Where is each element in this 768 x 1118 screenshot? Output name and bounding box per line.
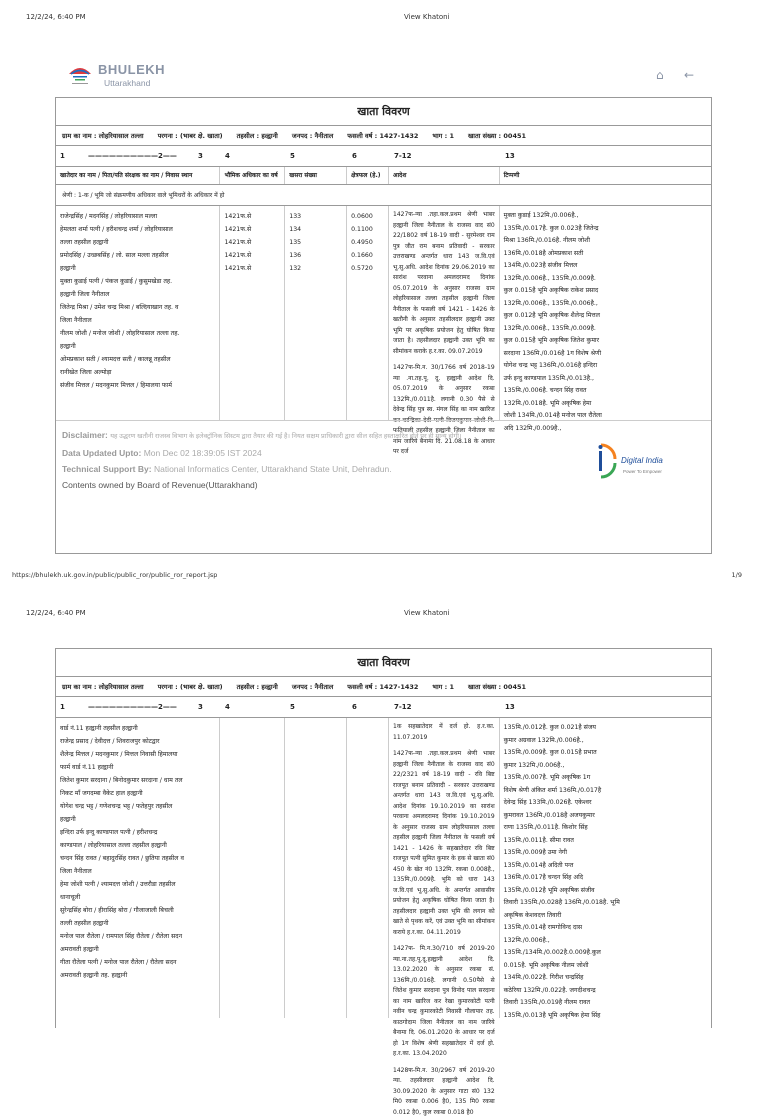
remark-line: 132मि./0.006है., xyxy=(504,935,707,948)
print-page-number: 1/9 xyxy=(732,571,742,579)
remark-line: राणा 135मि./0.011है. किशोर सिंह xyxy=(504,822,707,835)
order-paragraph: 1427फ-न्या .तहा.कल.प्रथम श्रेणी भाबर हल्द्वानी जिला नैनीताल के राजस्व वाद सं0 22/1802 वर्ष 18-19 वादी - सुरमेश्वर राम पुत्र जीत राम बनाम प्रतिवादी - सरकार उत्तराखण्ड अन्तर्गत धारा 143 ज.वि.एवं भू.सु.अधि. आदेश दिनांक 29.06.2019 का सारांश परवाना अमलदरामद दिनांक 05.07.2019 के अनुसार राजस्व ग्राम लोहरियासाल तल्ला तहसील हल्द्वानी जिला नैनीताल के फसली वर्ष 1421 - 1426 के खतौनी के अनुसार तहसीलदार हल्द्वानी उक्त भूमि पर अकृषिक प्रयोजन हेतु घोषित किया जाता है। तहसीलदार हल्द्वानी उक्त भूमि का सीमांकन कराके ह.र.का. 09.07.2019 xyxy=(393,210,495,357)
remark-line: 136मि./0.017है चन्दन सिंह अदि xyxy=(504,872,707,885)
colnum: 1 xyxy=(56,146,84,166)
year-value: 1421फ.से xyxy=(224,249,280,262)
orders-cell xyxy=(389,718,500,1018)
report-title: खाता विवरण xyxy=(56,649,711,677)
remark-line: 136मि./0.018है ओमप्रकाश सती xyxy=(504,248,707,261)
colhead-owner: खातेदार का नाम / पिता/पति संरक्षक का नाम / निवास स्थान xyxy=(56,167,220,184)
brand-subtitle: Uttarakhand xyxy=(104,78,150,88)
category-row: श्रेणी : 1-क / भूमि जो संक्रमणीय अधिकार वाले भूमिधरों के अधिकार में हो xyxy=(56,185,711,206)
digital-india-name: Digital India xyxy=(621,453,663,469)
area-cell xyxy=(347,206,389,420)
remark-line: तिवारी 135मि./0.019है नीलम रावत xyxy=(504,997,707,1010)
colnum: ——————————2—— xyxy=(84,697,194,717)
home-icon[interactable]: ⌂ xyxy=(656,68,664,82)
colnum: 5 xyxy=(286,697,348,717)
owner-line: ओमप्रकाश सती / श्यामदत्त सती / कालन्नू तहसील xyxy=(60,353,215,366)
owner-line: धानाचूली xyxy=(60,891,215,904)
owner-line: चन्दन सिंह रावत / बहादुरसिंह रावत / छुतिया तहसील व xyxy=(60,852,215,865)
brand-name: BHULEKH xyxy=(98,62,165,77)
remark-line: 135मि./0.017है. कुल 0.023है जितेन्द्र xyxy=(504,223,707,236)
khata-report-page-1 xyxy=(55,97,712,554)
meta-village: ग्राम का नाम : लोहरियासाल तल्ला xyxy=(62,131,144,140)
remark-line: देवेन्द्र सिंह 133मि./0.026है. एकेश्वर xyxy=(504,797,707,810)
owner-line: सुरेन्द्रसिंह बोरा / हीरासिंह बोरा / गौजाजाली बिचली xyxy=(60,904,215,917)
owners-cell xyxy=(56,718,220,1018)
table-row xyxy=(56,718,711,1018)
khasra-value: 136 xyxy=(289,249,342,262)
area-value: 0.4950 xyxy=(351,236,384,249)
area-value: 0.1100 xyxy=(351,223,384,236)
meta-bhag: भाग : 1 xyxy=(432,682,454,691)
owner-line: हल्द्वानी xyxy=(60,262,215,275)
colnum: 13 xyxy=(501,146,601,166)
order-paragraph: 1427फ-न्या .तहा.कल.प्रथम श्रेणी भाबर हल्द्वानी जिला नैनीताल के राजस्व वाद सं0 22/2321 वर्ष 18-19 वादी - रवि बिष्ट राजपूत बनाम प्रतिवादी - सरकार उत्तराखण्ड अन्तर्गत धारा 143 ज.वि.एवं भू.सु.अधि. आदेश दिनांक 19.10.2019 का सारांश परवाना अमलदरामद दिनांक 19.10.2019 के अनुसार राजस्व ग्राम लोहरियासाल तल्ला तहसील हल्द्वानी जिला नैनीताल के फसली वर्ष 1421 - 1426 के सहखातेदार रवि बिष्ट राजपूत पत्नी सुमित कुमार के हक से खाता सं0 450 के खेत नं0 132मि. रकबा 0.008है., 135मि./0.009है. भूमि को धारा 143 ज.वि.एवं भू.सु.अधि. के अन्तर्गत आवासीय प्रयोजन हेतु अकृषिक घोषित किया जाता है। तहसीलदार हल्द्वानी उक्त भूमि की लगान को खाते से पृथक करें, एवं उक्त भूमि का सीमांकन कराये ह.र.का. 04.11.2019 xyxy=(393,749,495,938)
remark-line: अकृषिक केशवदत्त तिवारी xyxy=(504,910,707,923)
digital-india-icon xyxy=(591,441,621,481)
column-headers xyxy=(56,167,711,185)
colhead-area: क्षेत्रफल (हे.) xyxy=(347,167,389,184)
colnum: 13 xyxy=(501,697,601,717)
colnum: ——————————2—— xyxy=(84,146,194,166)
remarks-cell xyxy=(500,718,711,1018)
owner-line: जितेश कुमार सरदाना / बिनोदकुमार सरदाना / धाम तल xyxy=(60,774,215,787)
remark-line: जोशी 134मि./0.014है मनोज पाल रौतेला xyxy=(504,410,707,423)
remark-line: 132मि./0.006है., 135मि./0.009है. xyxy=(504,323,707,336)
remark-line: सरदाना 136मि./0.016है 1ग विशेष श्रेणी xyxy=(504,348,707,361)
area-value: 0.1660 xyxy=(351,249,384,262)
brand-header xyxy=(66,60,712,90)
owner-line: जिला नैनीताल xyxy=(60,314,215,327)
colhead-remarks: टिप्पणी xyxy=(500,167,711,184)
remark-line: योगेश चन्द्र भट्ट 136मि./0.016है इन्दिरा xyxy=(504,360,707,373)
meta-fasli: फसली वर्ष : 1427-1432 xyxy=(347,682,418,691)
table-row xyxy=(56,206,711,420)
remark-line: 135मि./0.012है भूमि अकृषिक संजीव xyxy=(504,885,707,898)
support-value: National Informatics Center, Uttarakhand State Unit, Dehradun. xyxy=(154,464,392,474)
khasra-value: 134 xyxy=(289,223,342,236)
arrow-left-icon[interactable]: ← xyxy=(684,68,694,82)
owner-line: हल्द्वानी xyxy=(60,813,215,826)
remarks-cell xyxy=(500,206,711,420)
print-datetime: 12/2/24, 6:40 PM xyxy=(26,13,86,21)
colnum: 6 xyxy=(348,146,390,166)
remark-line: अदि 132मि./0.009है., xyxy=(504,423,707,436)
colhead-year: भौमिक अधिकार का वर्ष xyxy=(220,167,285,184)
meta-village: ग्राम का नाम : लोहरियासाल तल्ला xyxy=(62,682,144,691)
colnum: 6 xyxy=(348,697,390,717)
print-doc-title: View Khatoni xyxy=(404,609,450,617)
owner-line: फार्म वार्ड नं.11 हल्द्वानी xyxy=(60,761,215,774)
meta-district: जनपद : नैनीताल xyxy=(292,131,333,140)
meta-tehsil: तहसील : हल्द्वानी xyxy=(237,682,278,691)
remark-line: कुमार 132मि./0.006है., xyxy=(504,760,707,773)
print-datetime: 12/2/24, 6:40 PM xyxy=(26,609,86,617)
remark-line: 134मि./0.023है संजीव मित्तल xyxy=(504,260,707,273)
area-value: 0.0600 xyxy=(351,210,384,223)
remark-line: 134मि./0.022है. गिरीश चन्द्रसिंह xyxy=(504,972,707,985)
colnum: 5 xyxy=(286,146,348,166)
remark-line: उर्फ इन्दु काण्डपाल 135मि./0.013है., xyxy=(504,373,707,386)
remark-line: 135मि./0.007है. भूमि अकृषिक 1ग xyxy=(504,772,707,785)
meta-khata: खाता संख्या : 00451 xyxy=(468,131,526,140)
owner-line: इन्दिरा उर्फ इन्दु काण्डपाल पत्नी / हरीशचन्द्र xyxy=(60,826,215,839)
remark-line: 135मि./0.006है. चन्दन सिंह रावत xyxy=(504,385,707,398)
khasra-value: 135 xyxy=(289,236,342,249)
meta-pargana: परगना : (भाबर क्षे. खाता) xyxy=(158,131,223,140)
meta-fasli: फसली वर्ष : 1427-1432 xyxy=(347,131,418,140)
report-meta xyxy=(56,677,711,697)
meta-pargana: परगना : (भाबर क्षे. खाता) xyxy=(158,682,223,691)
year-value: 1421फ.से xyxy=(224,262,280,275)
owner-line: हल्द्वानी xyxy=(60,340,215,353)
khata-report-page-2 xyxy=(55,648,712,1028)
khasra-value: 133 xyxy=(289,210,342,223)
order-paragraph: 1428फ-मि.न. 30/2967 वर्ष 2019-20 न्या. तहसीलदार हल्द्वानी आदेश दि. 30.09.2020 के अनुसार गाटा सं0 132 मि0 रकबा 0.006 है0, 135 मि0 रकबा 0.012 है0, कुल रकबा 0.018 है0 xyxy=(393,1066,495,1118)
remark-line: 135मि./0.013है भूमि अकृषिक हेमा सिंह xyxy=(504,1010,707,1023)
remark-line: मुक्ता कुडाई 132मि./0.006है., xyxy=(504,210,707,223)
years-cell xyxy=(220,718,285,1018)
bhulekh-logo-icon xyxy=(66,60,94,90)
updated-value: Mon Dec 02 18:39:05 IST 2024 xyxy=(144,448,262,458)
remark-line: तिवारी 135मि./0.028है 136मि./0.018है. भूमि xyxy=(504,897,707,910)
year-value: 1421फ.से xyxy=(224,223,280,236)
owner-line: तल्ला तहसील हल्द्वानी xyxy=(60,236,215,249)
owner-line: जितेन्द्र मिश्रा / उमेश चन्द्र मिश्रा / बल्दियाखान तह. व xyxy=(60,301,215,314)
owner-line: प्रमोदसिंह / उच्छबसिंह / लो. साल मल्ला तहसील xyxy=(60,249,215,262)
orders-cell xyxy=(389,206,500,420)
meta-bhag: भाग : 1 xyxy=(432,131,454,140)
remark-line: 135मि./0.009है उमा नेगी xyxy=(504,847,707,860)
remark-line: कुल 0.015है भूमि अकृषिक राकेश प्रसाद xyxy=(504,285,707,298)
digital-india-logo xyxy=(591,441,671,481)
print-url: https://bhulekh.uk.gov.in/public/public_ror/public_ror_report.jsp xyxy=(12,571,217,579)
colnum: 7-12 xyxy=(390,146,501,166)
order-paragraph: 1427फ- मि.न.30/710 वर्ष 2019-20 न्या.ना.तह.पू.दू.हल्द्वानी आदेश दि. 13.02.2020 के अनुसार रकबा सं. 136मि./0.016है. लगानी 0.50पैसे से जितेश कुमार सरदाना पुत्र विनोद पाल सरदाना का नाम खारिज कर रेखा कुमारकोटी पत्नी नवीन चन्द्र कुमारकोटी निवासी गौलापार तह. काठगोदाम जिला नैनीताल का नाम जारिये बैनामा दि. 06.01.2020 के आधार पर दर्ज हो 1ग विशेष श्रेणी सहखातेदार में दर्ज हो. ह.र.का. 13.04.2020 xyxy=(393,944,495,1060)
report-title: खाता विवरण xyxy=(56,98,711,126)
remark-line: 135मि./0.014है रामगोविन्द दास xyxy=(504,922,707,935)
area-value: 0.5720 xyxy=(351,262,384,275)
owner-line: अमरावती हल्द्वानी तह. हल्द्वानी xyxy=(60,969,215,982)
disclaimer-text: यह उद्धरण खतौनी राजस्व विभाग के इलेक्ट्रॉनिक सिस्टम द्वारा तैयार की गई है। नियत सक्षम प्राधिकारी द्वारा सील सहित हस्ताक्षरित होने पर ही मान्य होगी। xyxy=(110,433,461,440)
meta-district: जनपद : नैनीताल xyxy=(292,682,333,691)
remark-line: 132मि./0.006है., 135मि./0.006है., xyxy=(504,298,707,311)
support-label: Technical Support By: xyxy=(62,464,152,474)
remark-line: कठेरिया 132मि./0.022है. जगदीशचन्द्र xyxy=(504,985,707,998)
owner-line: राजेन्द्रसिंह / मदनसिंह / लोहरियासाल मल्ला xyxy=(60,210,215,223)
year-value: 1421फ.से xyxy=(224,236,280,249)
disclaimer-label: Disclaimer: xyxy=(62,430,108,440)
year-value: 1421फ.से xyxy=(224,210,280,223)
owner-line: वार्ड नं.11 हल्द्वानी तहसील हल्द्वानी xyxy=(60,722,215,735)
remark-line: 135मि./0.014है अदिती पन्त xyxy=(504,860,707,873)
owner-line: रानीखेत जिला अल्मोड़ा xyxy=(60,366,215,379)
colnum: 4 xyxy=(221,146,286,166)
order-paragraph: 1427फ-मि.न. 30/1766 वर्ष 2018-19 न्या .ना.तह.पू. दू. हल्द्वानी आदेश दि. 05.07.2019 के अनुसार रकबा 132मि./0.011है. लगानी 0.30 पैसे से देवेन्द्र सिंह पुत्र स्व. मंगल सिंह का नाम खारिज कर चान्द्रिका देवी पत्नी विजयकुमार जोशी नि. फतियाली तहसील हल्द्वानी जिला नैनीताल का नाम जारिये बैनामा दि. 21.08.18 के आधार पर दर्ज xyxy=(393,363,495,458)
remark-line: कुमरावत 136मि./0.018है अजयकुमार xyxy=(504,810,707,823)
owner-line: नीलम जोशी / मनोज जोशी / लोहरियासाल तल्ला तह. xyxy=(60,327,215,340)
remark-line: 132मि./0.006है., 135मि./0.009है. xyxy=(504,273,707,286)
colnum: 1 xyxy=(56,697,84,717)
remark-line: 135मि./134मि./0.002है.0.009है.कुल xyxy=(504,947,707,960)
owners-cell xyxy=(56,206,220,420)
owner-line: हेमा जोशी पत्नी / श्यामदत्त जोशी / उत्तरौडा तहसील xyxy=(60,878,215,891)
remark-line: कुमार अग्रवाल 132मि./0.006है., xyxy=(504,735,707,748)
owner-line: तल्ली तहसील हल्द्वानी xyxy=(60,917,215,930)
remark-line: 135मि./0.012है. कुल 0.021है संजय xyxy=(504,722,707,735)
khasra-cell xyxy=(285,718,347,1018)
khasra-cell xyxy=(285,206,347,420)
colnum: 3 xyxy=(194,697,221,717)
column-numbers xyxy=(56,146,711,167)
owner-line: संजीव मित्तल / मदनकुमार मित्तल / हिमालया फार्म xyxy=(60,379,215,392)
area-cell xyxy=(347,718,389,1018)
remark-line: 132मि./0.018है. भूमि अकृषिक हेमा xyxy=(504,398,707,411)
khasra-value: 132 xyxy=(289,262,342,275)
column-numbers xyxy=(56,697,711,718)
owner-line: हेमलता शर्मा पत्नी / हरीशचन्द्र शर्मा / लोहरियासाल xyxy=(60,223,215,236)
owner-line: अमरावती हल्द्वानी xyxy=(60,943,215,956)
remark-line: मिश्रा 136मि./0.016है. नीलम जोशी xyxy=(504,235,707,248)
years-cell xyxy=(220,206,285,420)
digital-india-tagline: Power To Empower xyxy=(623,464,662,480)
order-paragraph: 1क सहखातेदार में दर्ज हो. ह.र.का. 11.07.2019 xyxy=(393,722,495,743)
remark-line: 135मि./0.009है. कुल 0.015है प्रभात xyxy=(504,747,707,760)
owned-by: Contents owned by Board of Revenue(Uttarakhand) xyxy=(62,477,705,493)
colnum: 4 xyxy=(221,697,286,717)
owner-line: शैलेन्द्र मित्तल / मदनकुमार / मित्तल निवासी हिमालया xyxy=(60,748,215,761)
colhead-order: आदेश xyxy=(389,167,500,184)
remark-line: 0.015है. भूमि अकृषिक नीलम जोशी xyxy=(504,960,707,973)
remark-line: 135मि./0.011है. सीमा रावत xyxy=(504,835,707,848)
remark-line: कुल 0.015है भूमि अकृषिक जितेश कुमार xyxy=(504,335,707,348)
owner-line: गीता रौतेला पत्नी / मनोज पाल रौतेला / रौतेला सदन xyxy=(60,956,215,969)
owner-line: योगेश चन्द्र भट्ट / गणेशचन्द्र भट्ट / फतेहपुर तहसील xyxy=(60,800,215,813)
owner-line: मनोज पाल रौतेला / रामपाल सिंह रौतेला / रौतेला सदन xyxy=(60,930,215,943)
meta-khata: खाता संख्या : 00451 xyxy=(468,682,526,691)
owner-line: मुक्ता कुडाई पत्नी / पंकज कुडाई / कुसुमखेडा तह. xyxy=(60,275,215,288)
meta-tehsil: तहसील : हल्द्वानी xyxy=(237,131,278,140)
report-meta xyxy=(56,126,711,146)
owner-line: काण्डपाल / लोहरियासाल तल्ला तहसील हल्द्वानी xyxy=(60,839,215,852)
owner-line: जिला नैनीताल xyxy=(60,865,215,878)
owner-line: राजेन्द्र प्रसाद / देवीदत्त / शिवराजपुर कोटद्वार xyxy=(60,735,215,748)
remark-line: कुल 0.012है भूमि अकृषिक शैलेन्द्र मित्तल xyxy=(504,310,707,323)
owner-line: निकट माँ जगदम्बा वैकेट हाल हल्द्वानी xyxy=(60,787,215,800)
disclaimer-block xyxy=(56,420,711,510)
colhead-khasra: खसरा संख्या xyxy=(285,167,347,184)
colnum: 3 xyxy=(194,146,221,166)
colnum: 7-12 xyxy=(390,697,501,717)
print-doc-title: View Khatoni xyxy=(404,13,450,21)
owner-line: हल्द्वानी जिला नैनीताल xyxy=(60,288,215,301)
remark-line: विशेष श्रेणी अंकित शर्मा 136मि./0.017है xyxy=(504,785,707,798)
updated-label: Data Updated Upto: xyxy=(62,448,141,458)
